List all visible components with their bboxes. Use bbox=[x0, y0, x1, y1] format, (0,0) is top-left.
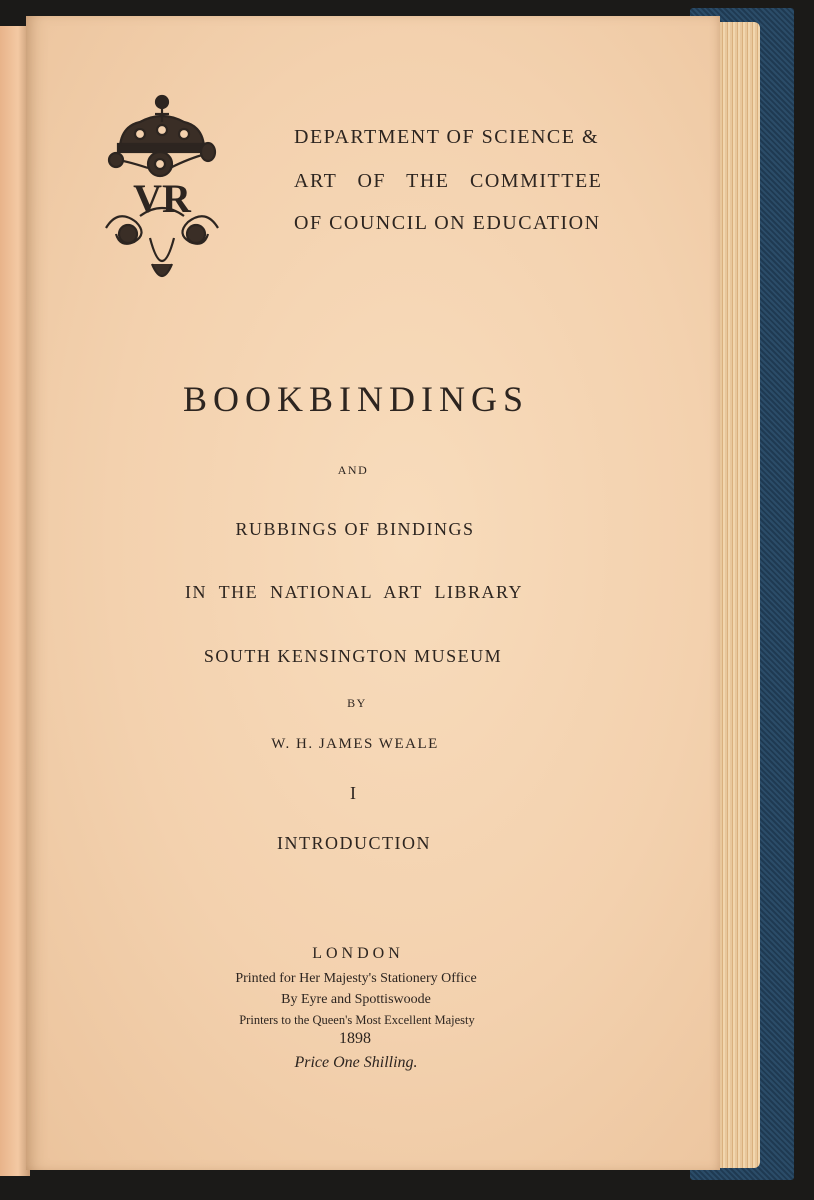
royal-cipher-vr-crest-icon bbox=[100, 88, 224, 288]
imprint-year: 1898 bbox=[339, 1030, 371, 1047]
svg-text:VR: VR bbox=[133, 176, 191, 221]
department-line-3: OF COUNCIL ON EDUCATION bbox=[294, 212, 601, 234]
author-name: W. H. JAMES WEALE bbox=[271, 736, 439, 752]
subtitle-library: IN THE NATIONAL ART LIBRARY bbox=[184, 582, 524, 602]
imprint-printer: By Eyre and Spottiswoode bbox=[281, 992, 431, 1007]
by-line: BY bbox=[347, 696, 367, 710]
book-title: BOOKBINDINGS bbox=[182, 379, 530, 419]
imprint-price: Price One Shilling. bbox=[294, 1054, 418, 1071]
volume-number: I bbox=[350, 783, 356, 803]
department-line-1: DEPARTMENT OF SCIENCE & bbox=[294, 126, 600, 148]
imprint-city: LONDON bbox=[312, 945, 404, 962]
department-line-2: ART OF THE COMMITTEE bbox=[294, 170, 603, 192]
part-title: INTRODUCTION bbox=[277, 833, 431, 853]
subtitle-rubbings: RUBBINGS OF BINDINGS bbox=[235, 519, 475, 539]
museum-name: SOUTH KENSINGTON MUSEUM bbox=[203, 646, 503, 666]
imprint-printers-to: Printers to the Queen's Most Excellent Majesty bbox=[239, 1013, 475, 1027]
imprint-printed-for: Printed for Her Majesty's Stationery Office bbox=[235, 971, 477, 986]
conjunction-and: AND bbox=[337, 463, 369, 477]
